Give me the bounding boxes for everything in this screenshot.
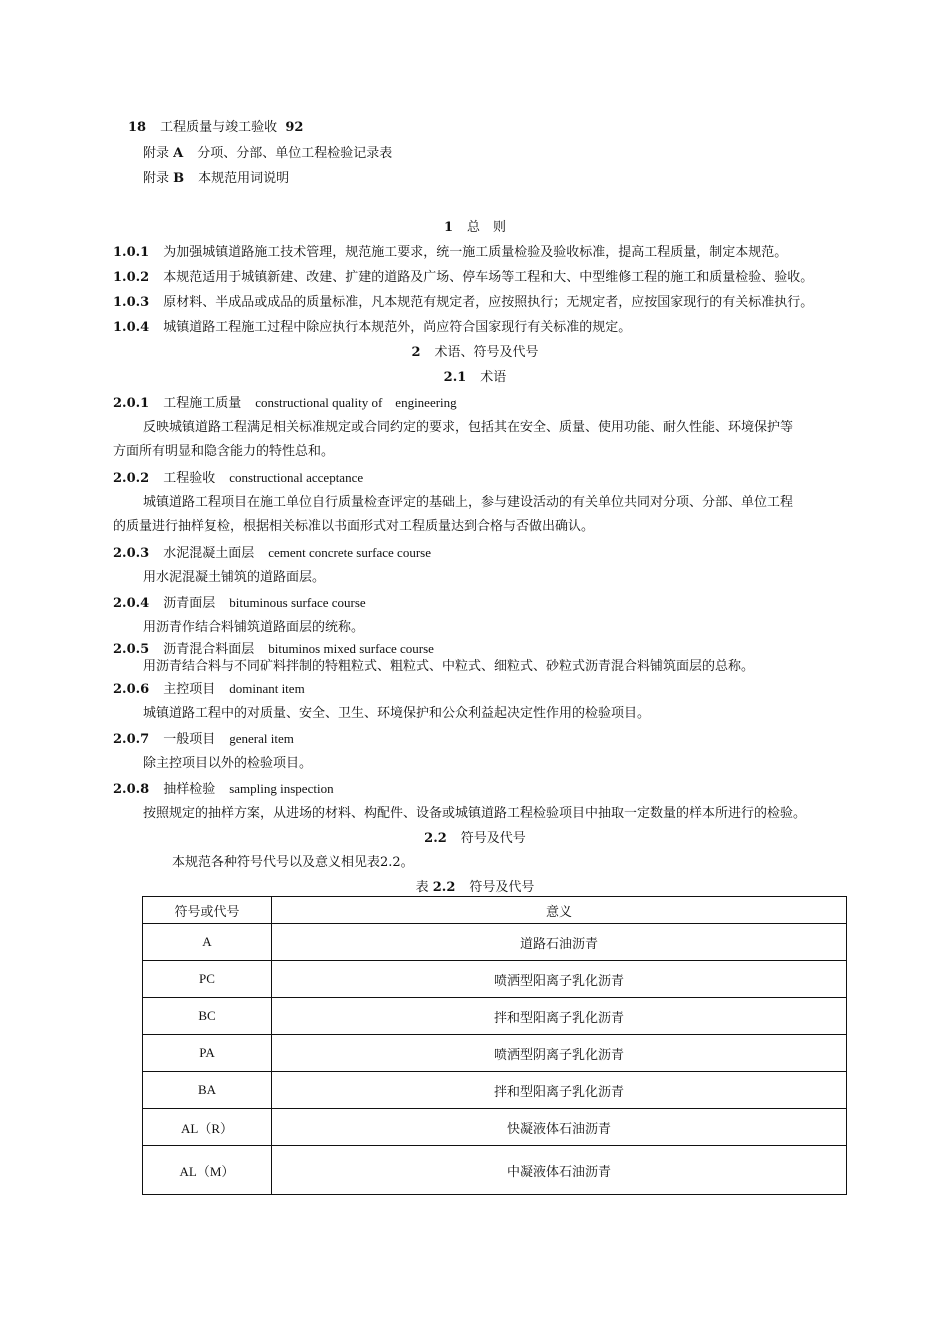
table-cell-code: A — [143, 924, 272, 961]
toc-appendix-b-letter: B — [173, 171, 185, 186]
term-2-0-6 — [113, 681, 305, 698]
table-row — [143, 1035, 847, 1072]
table-cell-meaning: 拌和型阳离子乳化沥青 — [272, 1072, 847, 1109]
table-cell-code: PC — [143, 961, 272, 998]
term-2-0-4 — [113, 595, 366, 612]
toc-entry-appendix-b — [143, 171, 289, 187]
section-2-1-heading — [0, 370, 950, 386]
term-number: 2.0.1 — [113, 396, 150, 411]
table-cell-code: AL（M） — [143, 1146, 272, 1195]
term-name-en: bituminous surface course — [229, 595, 366, 610]
clause-text: 为加强城镇道路施工技术管理，规范施工要求，统一施工质量检验及验收标准，提高工程质量，制定本规范。 — [163, 245, 788, 260]
term-definition: 用水泥混凝土铺筑的道路面层。 — [143, 570, 326, 585]
term-number: 2.0.2 — [113, 471, 150, 486]
section-2-2-intro: 本规范各种符号代号以及意义相见表2.2。 — [172, 855, 414, 870]
clause-number: 1.0.2 — [113, 270, 150, 285]
table-caption-title: 符号及代号 — [469, 880, 535, 895]
term-name-en: bituminos mixed surface course — [268, 641, 434, 656]
term-number: 2.0.8 — [113, 782, 150, 797]
term-2-0-5 — [113, 641, 434, 658]
term-name-cn: 水泥混凝土面层 — [163, 546, 255, 561]
clause-1-0-4 — [113, 320, 631, 336]
term-2-0-7 — [113, 731, 294, 748]
table-caption-number: 2.2 — [432, 880, 456, 895]
toc-entry-ch18 — [128, 120, 303, 136]
clause-1-0-2 — [113, 270, 813, 286]
term-name-en: general item — [229, 731, 294, 746]
toc-appendix-a-prefix: 附录 — [143, 146, 170, 161]
term-definition: 城镇道路工程项目在施工单位自行质量检查评定的基础上，参与建设活动的有关单位共同对分项、分部、单位工程 — [143, 495, 794, 510]
table-row — [143, 1072, 847, 1109]
table-caption-prefix: 表 — [415, 880, 429, 895]
table-header-meaning: 意义 — [272, 897, 847, 924]
clause-1-0-3 — [113, 295, 813, 311]
term-name-cn: 主控项目 — [163, 682, 216, 697]
chapter-2-title: 术语、符号及代号 — [434, 345, 539, 360]
section-2-1-number: 2.1 — [443, 370, 467, 385]
table-header-row — [143, 897, 847, 924]
term-2-0-1 — [113, 395, 457, 412]
section-2-2-number: 2.2 — [424, 831, 447, 846]
clause-1-0-1 — [113, 245, 787, 261]
term-definition: 反映城镇道路工程满足相关标准规定或合同约定的要求，包括其在安全、质量、使用功能、耐久性能、环境保护等 — [143, 420, 794, 435]
term-number: 2.0.7 — [113, 732, 150, 747]
clause-number: 1.0.1 — [113, 245, 150, 260]
toc-entry-appendix-a — [143, 146, 392, 162]
term-number: 2.0.3 — [113, 546, 150, 561]
section-2-2-title: 符号及代号 — [460, 831, 526, 846]
term-name-cn: 工程施工质量 — [163, 396, 242, 411]
term-definition: 按照规定的抽样方案，从进场的材料、构配件、设备或城镇道路工程检验项目中抽取一定数量的样本所进行的检验。 — [143, 806, 807, 821]
term-name-en: constructional acceptance — [229, 470, 364, 485]
table-cell-meaning: 快凝液体石油沥青 — [272, 1109, 847, 1146]
table-row — [143, 998, 847, 1035]
term-number: 2.0.6 — [113, 682, 150, 697]
table-header-code: 符号或代号 — [143, 897, 272, 924]
term-name-cn: 沥青混合料面层 — [163, 642, 255, 657]
chapter-2-heading — [0, 345, 950, 361]
chapter-2-number: 2 — [411, 345, 421, 360]
term-2-0-8 — [113, 781, 334, 798]
term-name-en: dominant item — [229, 681, 305, 696]
clause-text: 城镇道路工程施工过程中除应执行本规范外，尚应符合国家现行有关标准的规定。 — [163, 320, 632, 335]
term-definition: 除主控项目以外的检验项目。 — [143, 756, 313, 771]
clause-text: 本规范适用于城镇新建、改建、扩建的道路及广场、停车场等工程和大、中型维修工程的施工和质量检验、验收。 — [163, 270, 814, 285]
table-cell-meaning: 喷洒型阴离子乳化沥青 — [272, 1035, 847, 1072]
table-cell-code: BC — [143, 998, 272, 1035]
clause-number: 1.0.4 — [113, 320, 150, 335]
term-number: 2.0.5 — [113, 642, 150, 657]
chapter-1-number: 1 — [443, 220, 454, 235]
table-cell-meaning: 道路石油沥青 — [272, 924, 847, 961]
toc-ch18-title: 工程质量与竣工验收 — [160, 120, 278, 135]
toc-appendix-b-title: 本规范用词说明 — [198, 171, 290, 186]
chapter-1-title: 总 则 — [467, 220, 507, 235]
table-cell-meaning: 喷洒型阳离子乳化沥青 — [272, 961, 847, 998]
section-2-1-title: 术语 — [480, 370, 507, 385]
clause-number: 1.0.3 — [113, 295, 150, 310]
term-definition: 用沥青结合料与不同矿料拌制的特粗粒式、粗粒式、中粒式、细粒式、砂粒式沥青混合料铺筑面层的总称。 — [143, 659, 755, 674]
symbols-table — [142, 896, 847, 1195]
chapter-1-heading — [0, 220, 950, 236]
table-row — [143, 1146, 847, 1195]
term-name-cn: 工程验收 — [163, 471, 216, 486]
term-2-0-2 — [113, 470, 363, 487]
term-name-en: sampling inspection — [229, 781, 334, 796]
section-2-2-heading — [0, 831, 950, 847]
term-name-cn: 抽样检验 — [163, 782, 216, 797]
term-definition-continued: 方面所有明显和隐含能力的特性总和。 — [113, 444, 335, 459]
toc-appendix-a-letter: A — [173, 146, 184, 161]
term-name-en: constructional quality of engineering — [255, 395, 457, 410]
term-definition-continued: 的质量进行抽样复检，根据相关标准以书面形式对工程质量达到合格与否做出确认。 — [113, 519, 595, 534]
table-cell-meaning: 中凝液体石油沥青 — [272, 1146, 847, 1195]
term-name-cn: 一般项目 — [163, 732, 216, 747]
term-name-en: cement concrete surface course — [268, 545, 431, 560]
table-row — [143, 1109, 847, 1146]
table-cell-code: AL（R） — [143, 1109, 272, 1146]
toc-ch18-number: 18 — [128, 120, 147, 135]
table-cell-meaning: 拌和型阳离子乳化沥青 — [272, 998, 847, 1035]
table-cell-code: BA — [143, 1072, 272, 1109]
term-2-0-3 — [113, 545, 431, 562]
term-definition: 用沥青作结合料铺筑道路面层的统称。 — [143, 620, 365, 635]
table-cell-code: PA — [143, 1035, 272, 1072]
table-caption — [0, 880, 950, 896]
toc-appendix-a-title: 分项、分部、单位工程检验记录表 — [197, 146, 393, 161]
table-row — [143, 924, 847, 961]
toc-appendix-b-prefix: 附录 — [143, 171, 170, 186]
toc-ch18-page: 92 — [285, 120, 304, 135]
term-number: 2.0.4 — [113, 596, 150, 611]
table-row — [143, 961, 847, 998]
term-definition: 城镇道路工程中的对质量、安全、卫生、环境保护和公众利益起决定性作用的检验项目。 — [143, 706, 651, 721]
clause-text: 原材料、半成品或成品的质量标准，凡本规范有规定者，应按照执行；无规定者，应按国家现行的有关标准执行。 — [163, 295, 814, 310]
term-name-cn: 沥青面层 — [163, 596, 216, 611]
